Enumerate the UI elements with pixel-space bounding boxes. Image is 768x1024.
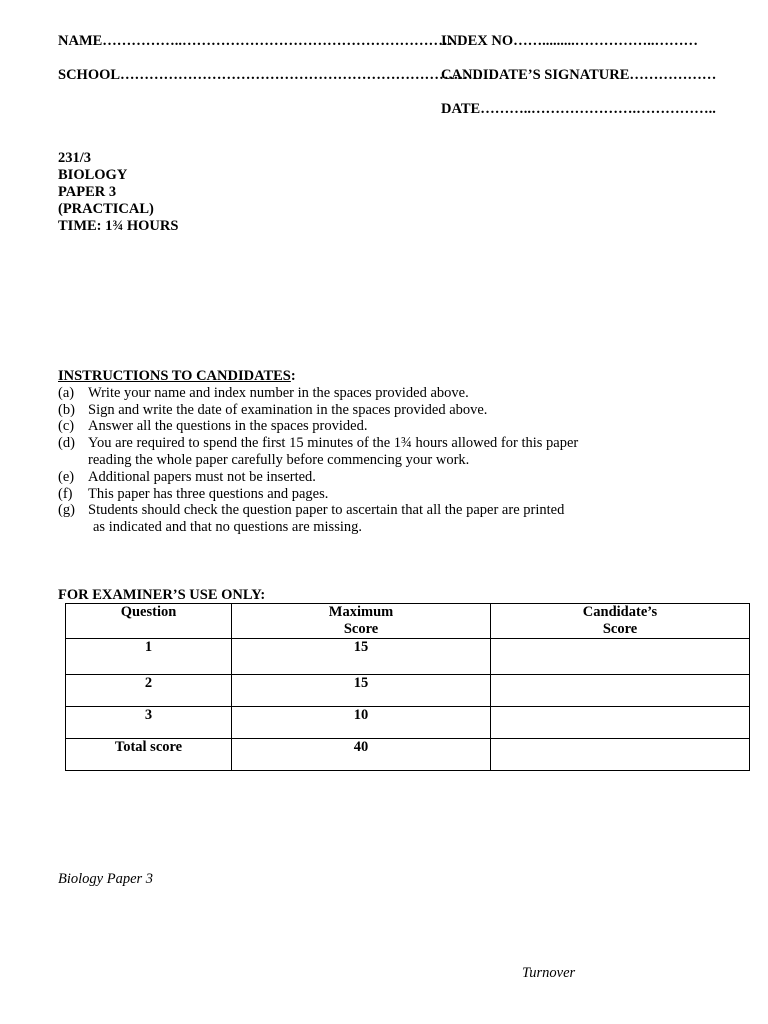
header-maximum-score: Maximum Score (232, 604, 491, 639)
paper-time: TIME: 1¾ HOURS (58, 218, 179, 234)
instruction-item: (a) Write your name and index number in the spaces provided above. (58, 384, 469, 401)
table-row (66, 739, 750, 771)
paper-subject: BIOLOGY (58, 167, 128, 183)
score-table-header-row (66, 604, 750, 639)
table-row (66, 707, 750, 739)
instruction-item: (c) Answer all the questions in the spaces provided. (58, 418, 368, 435)
instruction-item: (g) Students should check the question paper to ascertain that all the paper are printed (58, 502, 565, 519)
examiner-section-title: FOR EXAMINER’S USE ONLY: (58, 587, 266, 603)
question-cell: 1 (66, 639, 232, 675)
max-score-cell: 10 (232, 707, 491, 739)
question-cell: Total score (66, 739, 232, 771)
instruction-item: (e) Additional papers must not be inserted. (58, 468, 316, 485)
max-score-cell: 15 (232, 639, 491, 675)
paper-number: PAPER 3 (58, 184, 117, 200)
instruction-item: (d) You are required to spend the first 15 minutes of the 1¾ hours allowed for this paper (58, 435, 579, 452)
question-cell: 2 (66, 675, 232, 707)
paper-details (58, 150, 178, 235)
instruction-item: (f) This paper has three questions and pages. (58, 485, 329, 502)
max-score-cell: 40 (232, 739, 491, 771)
instructions-title: INSTRUCTIONS TO CANDIDATES: (58, 368, 296, 384)
candidate-score-cell[interactable] (491, 675, 750, 707)
question-cell: 3 (66, 707, 232, 739)
table-row (66, 675, 750, 707)
table-row (66, 639, 750, 675)
footer-turnover: Turnover (522, 965, 576, 981)
paper-type: (PRACTICAL) (58, 201, 154, 217)
paper-code: 231/3 (58, 150, 92, 166)
instruction-item-continuation: as indicated and that no questions are missing. (93, 519, 363, 536)
signature-field-label: CANDIDATE’S SIGNATURE……………… (441, 67, 717, 83)
header-question: Question (66, 604, 232, 639)
candidate-score-cell[interactable] (491, 707, 750, 739)
instruction-item: (b) Sign and write the date of examination in the spaces provided above. (58, 401, 488, 418)
score-table (65, 603, 750, 771)
max-score-cell: 15 (232, 675, 491, 707)
index-number-field-label: INDEX NO…….........……………..……… (441, 33, 698, 49)
footer-paper-name: Biology Paper 3 (58, 871, 154, 887)
candidate-score-cell[interactable] (491, 639, 750, 675)
date-field-label: DATE………..………………….…………….. (441, 101, 716, 117)
header-candidate-score: Candidate’s Score (491, 604, 750, 639)
school-field-label: SCHOOL………………………………………………………………… (58, 67, 483, 83)
instruction-item-continuation: reading the whole paper carefully before commencing your work. (88, 451, 470, 468)
instructions-section (58, 368, 578, 536)
candidate-score-cell[interactable] (491, 739, 750, 771)
name-field-label: NAME……………..………………………………………………… (58, 33, 458, 49)
